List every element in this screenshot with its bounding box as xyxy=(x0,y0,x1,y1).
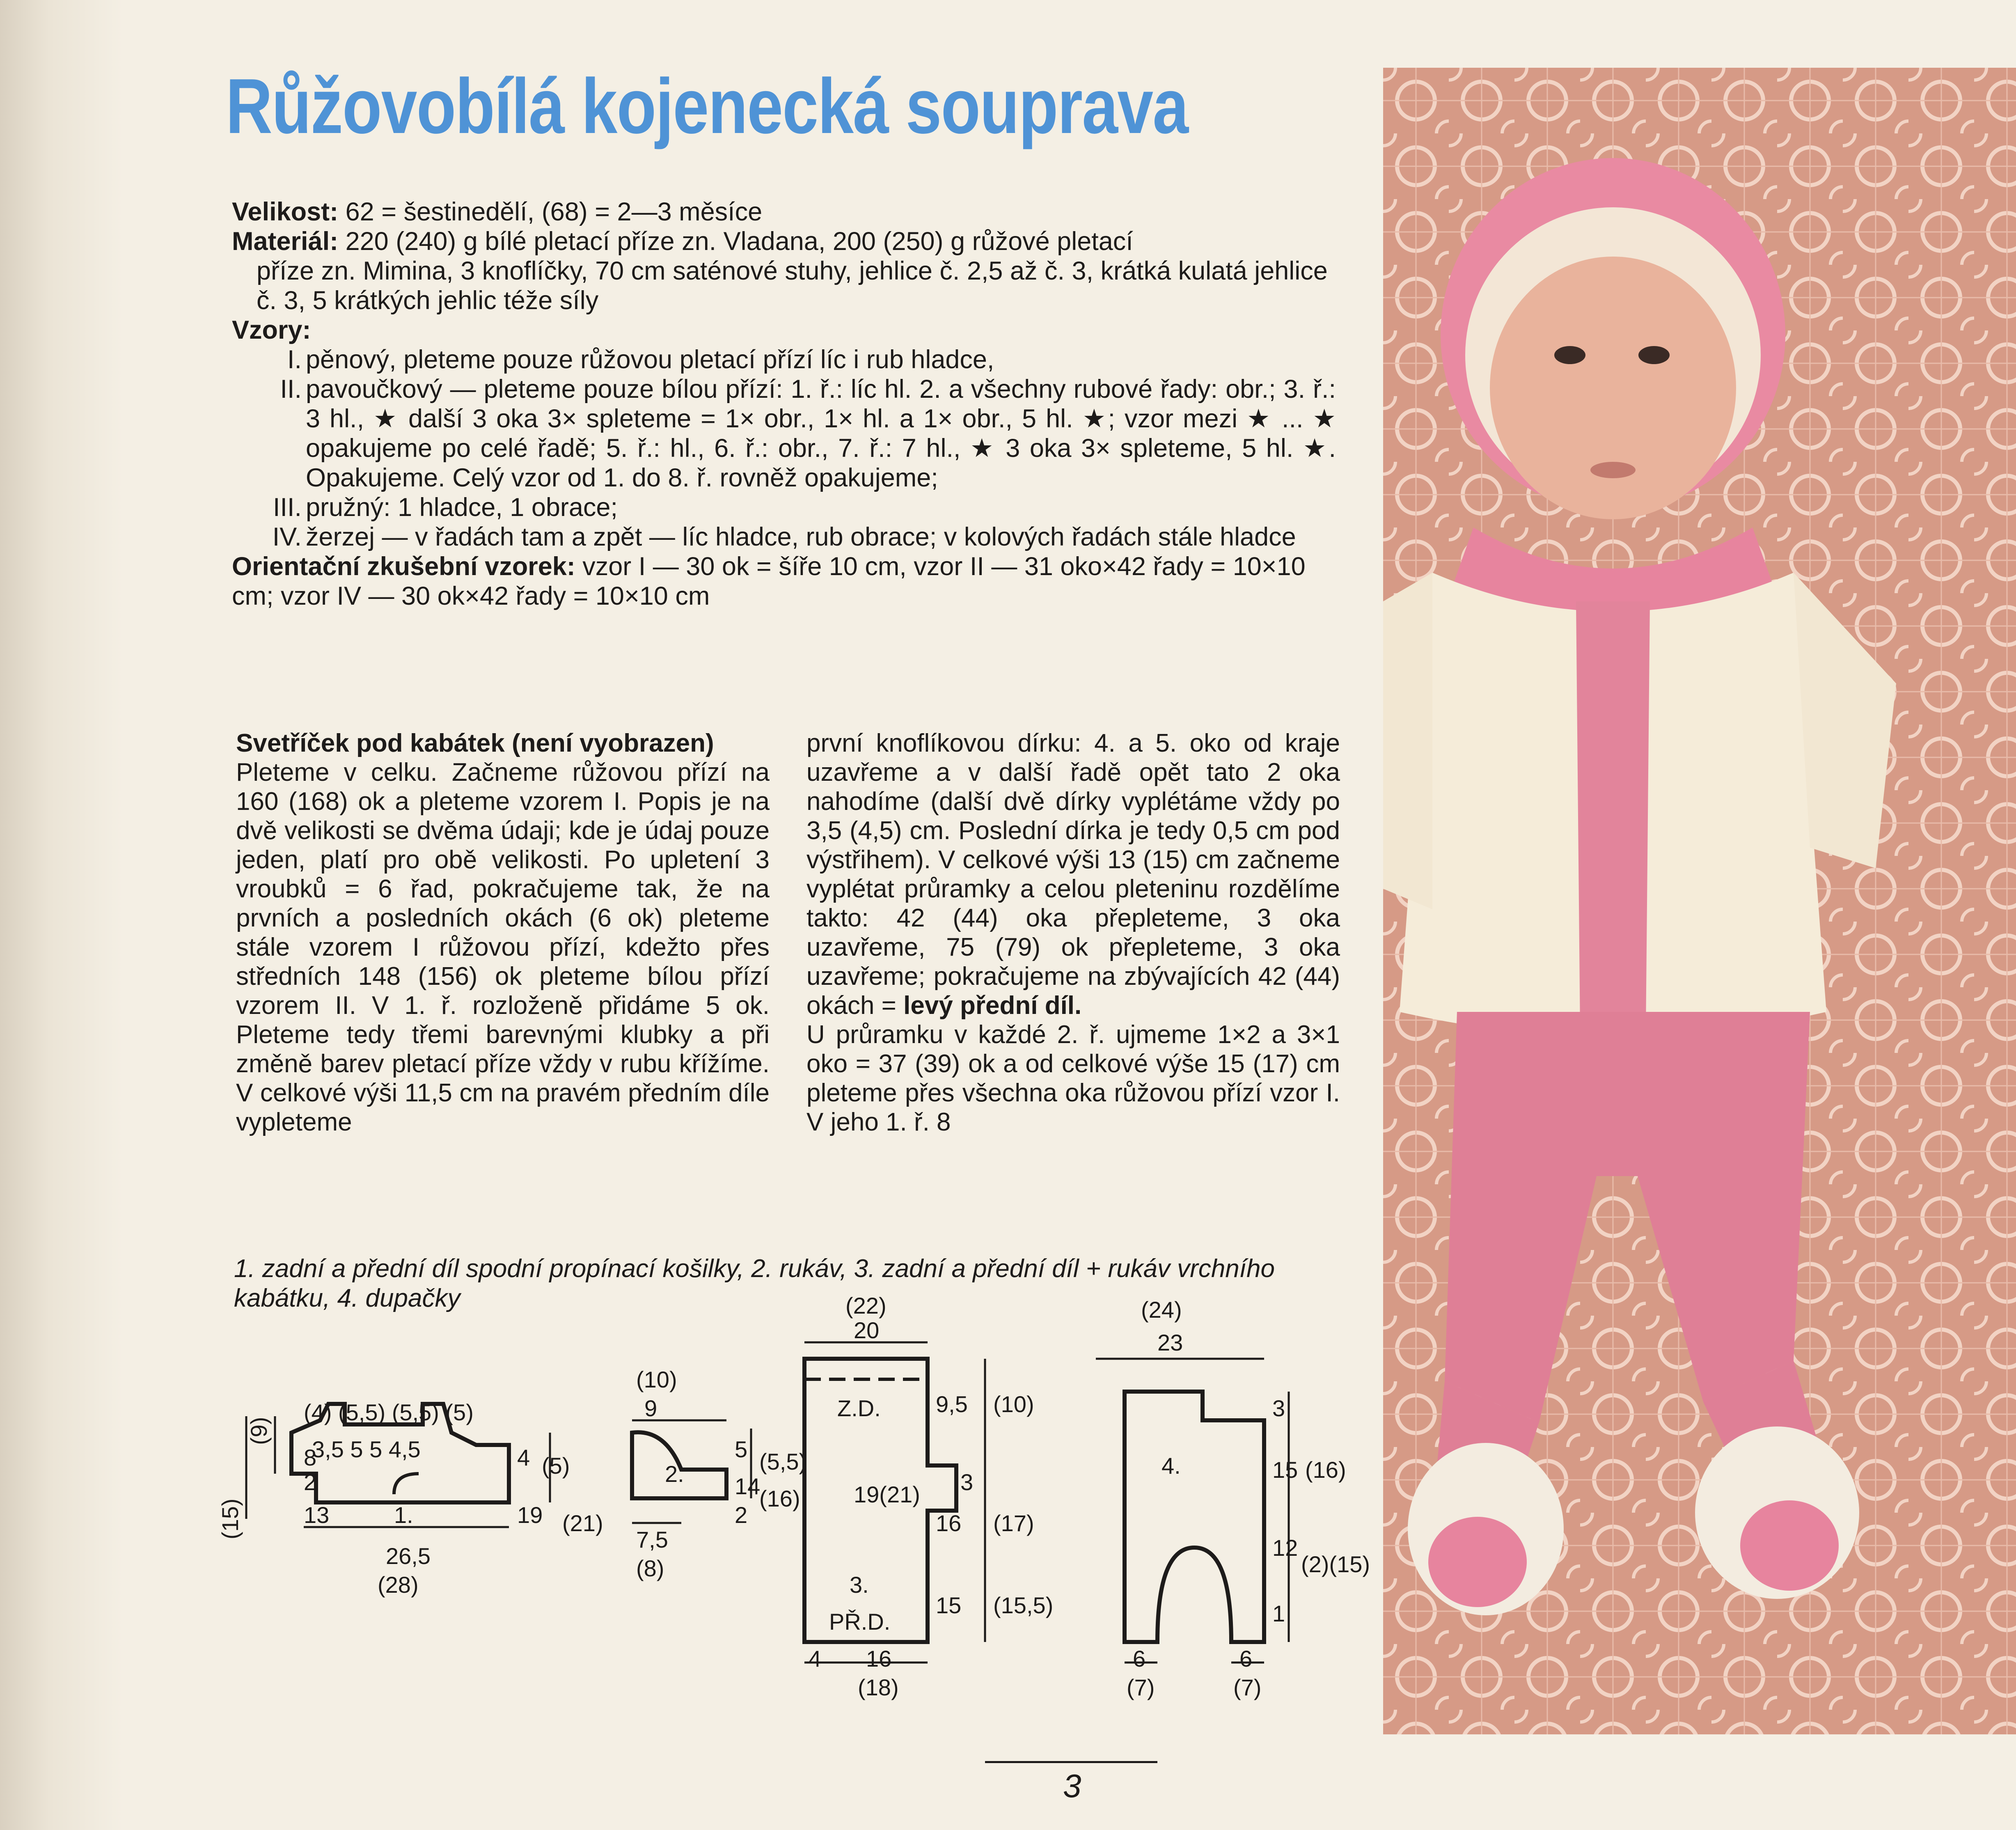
d1-right-21: (21) xyxy=(562,1510,603,1536)
gauge-line xyxy=(232,552,1336,611)
d3-r3: 3 xyxy=(960,1469,974,1495)
material-label: Materiál: xyxy=(232,227,339,256)
d2-top-paren: (10) xyxy=(636,1367,677,1392)
baby-photo xyxy=(1383,68,2016,1734)
column-right-body: první knoflíkovou dírku: 4. a 5. oko od kraje uzavřeme a v další řadě opět tato 2 oka nahodíme (další dvě dírky vyplétáme vždy po 3,5 (4,5) cm. Poslední dírka je tedy 0,5 cm pod výstřihem). V celkové výši 13 (15) cm začneme vyplétat průramky a celou pleteninu rozdělíme takto: 42 (44) oka přepleteme, 3 oka uzavřeme, 75 (79) ok přepleteme, 3 oka uzavřeme; pokračujeme na zbývajících 42 (44) okách = levý přední díl. xyxy=(806,729,1340,1020)
d4-b7a: (7) xyxy=(1127,1674,1155,1700)
d4-r12: 12 xyxy=(1272,1535,1298,1561)
pattern-diagrams xyxy=(217,1293,1371,1704)
d3-top-paren: (22) xyxy=(845,1293,887,1319)
size-label: Velikost: xyxy=(232,197,339,226)
section-heading: Svetříček pod kabátek (není vyobrazen) xyxy=(236,729,714,757)
d4-r1: 1 xyxy=(1272,1601,1285,1626)
d4-r16: (16) xyxy=(1305,1457,1346,1483)
pattern-item: I. pěnový, pleteme pouze růžovou pletací přízí líc i rub hladce, xyxy=(287,345,994,374)
d2-bottom: 7,5 xyxy=(636,1527,668,1553)
d3-r15: 15 xyxy=(936,1592,962,1618)
baby-illustration xyxy=(1383,68,2016,1734)
material-line xyxy=(232,227,1336,256)
d4-top-paren: (24) xyxy=(1141,1297,1182,1323)
page-title: Růžovobílá kojenecká souprava xyxy=(226,63,1188,150)
d3-b4: 4 xyxy=(809,1646,822,1672)
d4-num: 4. xyxy=(1161,1453,1181,1479)
d2-r14: 14 xyxy=(735,1473,761,1499)
d1-top-vals: 3,5 5 5 4,5 xyxy=(312,1436,421,1462)
pattern-item: II. pavoučkový — pleteme pouze bílou přízí: 1. ř.: líc hl. 2. a všechny rubové řady: obr.; 3. ř.: 3 hl., ★ další 3 oka 3× spleteme = 1× obr., 1× hl. a 1× obr., 5 hl. ★; vzor mezi ★ ... ★ opakujeme po celé řadě; 5. ř.: hl., 6. ř.: obr., 7. ř.: 7 hl., ★ 3 oka 3× spleteme, 5 hl. ★. Opakujeme. Celý vzor od 1. do 8. ř. rovněž opakujeme; xyxy=(280,375,1336,492)
d1-right-5: (5) xyxy=(542,1453,570,1479)
d1-right-4: 4 xyxy=(517,1445,530,1470)
size-line xyxy=(232,197,1336,227)
d1-left-13: 13 xyxy=(304,1502,330,1528)
diagram-2-sleeve xyxy=(632,1420,751,1523)
d3-r17: (17) xyxy=(993,1510,1034,1536)
gauge-label: Orientační zkušební vzorek: xyxy=(232,552,575,581)
diagram-caption: 1. zadní a přední díl spodní propínací košilky, 2. rukáv, 3. zadní a přední díl + rukáv vrchního kabátku, 4. dupačky xyxy=(234,1254,1275,1312)
pattern-item: IV. žerzej — v řadách tam a zpět — líc hladce, rub obrace; v kolových řadách stále hladce xyxy=(272,523,1296,551)
gauge-text: vzor I — 30 ok = šíře 10 cm, vzor II — 31 oko×42 řady = 10×10 cm; vzor IV — 30 ok×42 řady = 10×10 cm xyxy=(232,552,1306,610)
d1-num: 1. xyxy=(394,1502,413,1528)
d1-left-outer: (15) xyxy=(217,1498,243,1539)
d3-r155: (15,5) xyxy=(993,1592,1054,1618)
d2-r55: (5,5) xyxy=(759,1449,807,1475)
d1-bottom2: (28) xyxy=(378,1572,419,1598)
d2-num: 2. xyxy=(665,1461,684,1487)
diagram-4-rompers xyxy=(1096,1359,1289,1663)
d1-left-9: (9) xyxy=(246,1417,272,1445)
d3-prd: PŘ.D. xyxy=(829,1609,891,1635)
d1-top-nums: (4) (5,5) (5,5) (5) xyxy=(304,1399,474,1425)
d1-right-19: 19 xyxy=(517,1502,543,1528)
footer-rule xyxy=(985,1761,1157,1763)
d3-zd: Z.D. xyxy=(837,1395,881,1421)
d2-r5: 5 xyxy=(735,1436,748,1462)
d1-left-8: 8 xyxy=(304,1445,317,1470)
page-fold-shadow xyxy=(0,0,123,1830)
d4-top: 23 xyxy=(1157,1330,1183,1355)
size-text: 62 = šestinedělí, (68) = 2—3 měsíce xyxy=(345,197,763,226)
d3-b16: 16 xyxy=(866,1646,892,1672)
text-column-right xyxy=(806,729,1340,1137)
page-number: 3 xyxy=(1063,1768,1081,1804)
d3-r16: 16 xyxy=(936,1510,962,1536)
d4-r15: 15 xyxy=(1272,1457,1298,1483)
d4-r152: (2)(15) xyxy=(1301,1551,1370,1577)
material-text: 220 (240) g bílé pletací příze zn. Vladana, 200 (250) g růžové pletací xyxy=(345,227,1133,256)
d4-b7b: (7) xyxy=(1233,1674,1262,1700)
material-continuation: příze zn. Mimina, 3 knoflíčky, 70 cm saténové stuhy, jehlice č. 2,5 až č. 3, krátká kulatá jehlice č. 3, 5 krátkých jehlic téže síly xyxy=(257,257,1328,315)
d3-top: 20 xyxy=(854,1317,880,1343)
specification-block xyxy=(232,197,1336,611)
d3-r10: (10) xyxy=(993,1391,1034,1417)
d4-r3: 3 xyxy=(1272,1395,1285,1421)
d2-r16: (16) xyxy=(759,1486,800,1511)
d2-top: 9 xyxy=(644,1395,657,1421)
d1-left-2: 2 xyxy=(304,1469,317,1495)
text-column-left xyxy=(236,729,770,1137)
d4-b6b: 6 xyxy=(1239,1646,1253,1672)
d2-r2: 2 xyxy=(735,1502,748,1528)
d3-mid: 19(21) xyxy=(854,1481,920,1507)
d1-bottom: 26,5 xyxy=(386,1543,431,1569)
patterns-label: Vzory: xyxy=(232,316,311,344)
d4-b6a: 6 xyxy=(1133,1646,1146,1672)
pattern-item: III. pružný: 1 hladce, 1 obrace; xyxy=(273,493,618,522)
column-right-body-2: U průramku v každé 2. ř. ujmeme 1×2 a 3×1 oko = 37 (39) ok a od celkové výše 15 (17) cm pleteme přes všechna oka růžovou přízí vzor I. V jeho 1. ř. 8 xyxy=(806,1020,1340,1136)
d3-b18: (18) xyxy=(858,1674,899,1700)
d2-bottom2: (8) xyxy=(636,1555,664,1581)
d3-num: 3. xyxy=(850,1572,869,1598)
d3-r95: 9,5 xyxy=(936,1391,968,1417)
column-left-body: Pleteme v celku. Začneme růžovou přízí na 160 (168) ok a pleteme vzorem I. Popis je na dvě velikosti se dvěma údaji; kde je údaj pouze jeden, platí pro obě velikosti. Po upletení 3 vroubků = 6 řad, pokračujeme tak, že na prvních a posledních okách (6 ok) pleteme stále vzorem I růžovou přízí, kdežto přes středních 148 (156) ok pleteme bílou přízí vzorem II. V 1. ř. rozloženě přidáme 5 ok. Pleteme tedy třemi barevnými klubky a při změně barev pletací příze vždy v rubu křížíme. V celkové výši 11,5 cm na pravém předním díle vypleteme xyxy=(236,758,770,1136)
